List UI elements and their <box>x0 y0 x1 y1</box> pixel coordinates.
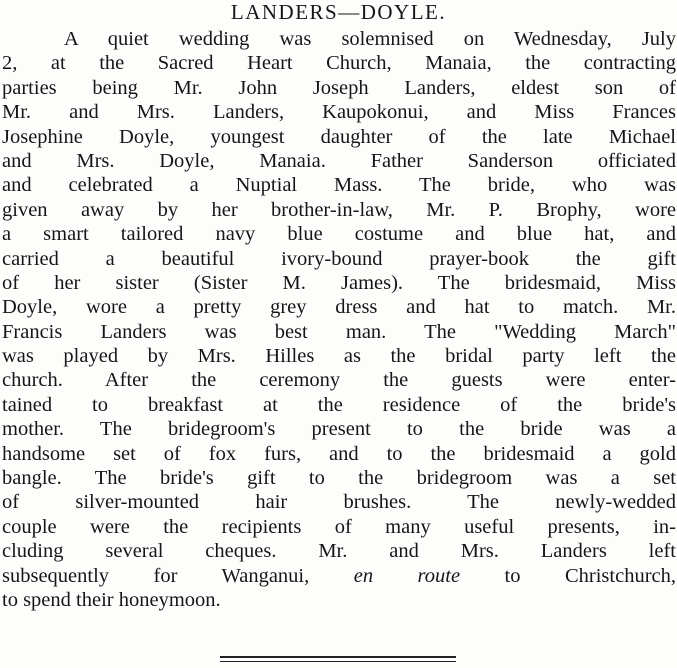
end-rule-thick <box>220 656 456 658</box>
article-line: couple were the recipients of many useful presents, in- <box>2 515 676 538</box>
article-line: was played by Mrs. Hilles as the bridal party left the <box>2 345 676 368</box>
article-body <box>2 27 676 612</box>
article-line: Doyle, wore a pretty grey dress and hat to match. Mr. <box>2 296 676 319</box>
article-line-final: to spend their honeymoon. <box>2 588 221 611</box>
article-line: of her sister (Sister M. James). The bridesmaid, Miss <box>2 271 676 294</box>
article-line-italic: en route <box>353 564 461 587</box>
article-line: tained to breakfast at the residence of the bride's <box>2 393 676 416</box>
article-line: church. After the ceremony the guests were enter- <box>2 369 676 392</box>
article-line: and celebrated a Nuptial Mass. The bride, who was <box>2 174 676 197</box>
article-line: Mr. and Mrs. Landers, Kaupokonui, and Miss Frances <box>2 101 676 124</box>
article-line: given away by her brother-in-law, Mr. P. Brophy, wore <box>2 198 676 221</box>
article-headline: LANDERS—DOYLE. <box>230 0 447 24</box>
article-line: and Mrs. Doyle, Manaia. Father Sanderson officiated <box>2 149 676 172</box>
article-line: 2, at the Sacred Heart Church, Manaia, the contracting <box>2 52 676 75</box>
article-line-mixed <box>2 564 676 588</box>
article-line: Francis Landers was best man. The "Wedding March" <box>2 320 676 343</box>
article-line: Josephine Doyle, youngest daughter of the late Michael <box>2 125 676 148</box>
article-line: a smart tailored navy blue costume and blue hat, and <box>2 223 676 246</box>
article-line: mother. The bridegroom's present to the bride was a <box>2 418 676 441</box>
article-line-part: subsequently for Wanganui, <box>2 564 354 587</box>
article-line: parties being Mr. John Joseph Landers, eldest son of <box>2 76 676 99</box>
article-line-part: to Christchurch, <box>460 564 676 587</box>
article-line: bangle. The bride's gift to the bridegroom was a set <box>2 467 676 490</box>
article-line: cluding several cheques. Mr. and Mrs. Landers left <box>2 540 676 563</box>
article-line: handsome set of fox furs, and to the bridesmaid a gold <box>2 442 676 465</box>
article-line: of silver-mounted hair brushes. The newly-wedded <box>2 491 676 514</box>
article-line: A quiet wedding was solemnised on Wednesday, July <box>64 28 676 50</box>
end-rule-thin <box>220 661 456 662</box>
article-line: carried a beautiful ivory-bound prayer-book the gift <box>2 247 676 270</box>
